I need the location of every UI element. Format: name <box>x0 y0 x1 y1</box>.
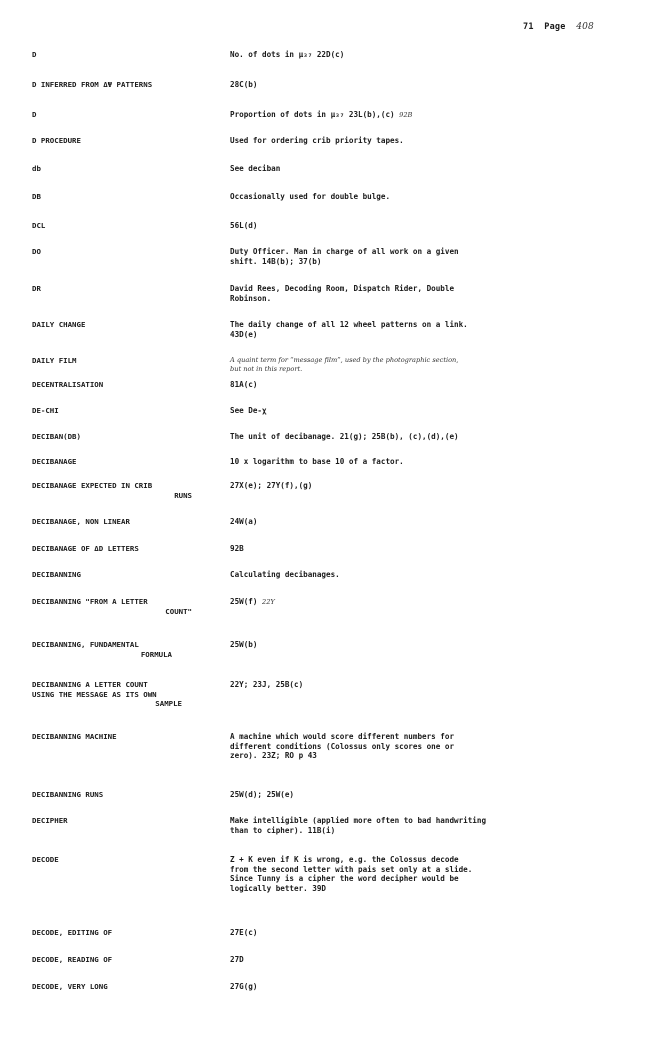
entry-definition: The daily change of all 12 wheel patterns on a link. 43D(e) <box>230 320 468 339</box>
entry-definition: See De-χ <box>230 406 267 415</box>
entry-definition: Duty Officer. Man in charge of all work on a given shift. 14B(b); 37(b) <box>230 247 459 266</box>
entry-definition: Occasionally used for double bulge. <box>230 192 391 201</box>
entry-definition: Make intelligible (applied more often to bad handwriting than to cipher). 11B(i) <box>230 816 487 835</box>
entry-definition: 56L(d) <box>230 221 258 230</box>
entry-term <box>32 640 222 659</box>
handwritten-note: 92B <box>399 111 413 119</box>
entry-definition: 81A(c) <box>230 380 258 389</box>
entry-definition: The unit of decibanage. 21(g); 25B(b), (c),(d),(e) <box>230 432 459 441</box>
entry-term: D PROCEDURE <box>32 136 81 145</box>
entry-term: DAILY CHANGE <box>32 320 86 329</box>
entry-term: DECIBANAGE <box>32 457 77 466</box>
entry-definition: Calculating decibanages. <box>230 570 340 579</box>
entry-definition: 28C(b) <box>230 80 258 89</box>
entry-term: DE-CHI <box>32 406 59 415</box>
entry-definition <box>230 597 625 608</box>
entry-definition: 22Y; 23J, 25B(c) <box>230 680 304 689</box>
entry-definition: 25W(b) <box>230 640 258 649</box>
entry-term: DECIBAN(DB) <box>32 432 81 441</box>
entry-definition: See deciban <box>230 164 281 173</box>
definition-text: Proportion of dots in μ₃₇ 23L(b),(c) <box>230 110 395 119</box>
entry-term: DECODE <box>32 855 59 864</box>
term-text: DECIBANNING, FUNDAMENTAL <box>32 640 139 649</box>
entry-term <box>32 597 222 616</box>
entry-definition: 10 x logarithm to base 10 of a factor. <box>230 457 404 466</box>
entry-term: DECODE, EDITING OF <box>32 928 113 937</box>
entry-definition: 24W(a) <box>230 517 258 526</box>
entry-term: DB <box>32 192 41 201</box>
entry-definition: David Rees, Decoding Room, Dispatch Rider, Double Robinson. <box>230 284 455 303</box>
entry-term: DECODE, VERY LONG <box>32 982 108 991</box>
term-continuation: RUNS <box>174 490 192 500</box>
page-number-handwritten: 408 <box>576 22 594 32</box>
entry-term <box>32 481 222 500</box>
term-text: DECIBANAGE EXPECTED IN CRIB <box>32 481 153 490</box>
entry-term: DAILY FILM <box>32 356 77 365</box>
entry-definition: 92B <box>230 544 244 553</box>
entry-term: DECENTRALISATION <box>32 380 104 389</box>
entry-term: DR <box>32 284 41 293</box>
entry-definition: 27X(e); 27Y(f),(g) <box>230 481 313 490</box>
entry-definition: 25W(d); 25W(e) <box>230 790 295 799</box>
entry-definition <box>230 110 625 121</box>
entry-definition: Used for ordering crib priority tapes. <box>230 136 404 145</box>
entry-term <box>32 680 222 709</box>
entry-term: DECIBANNING MACHINE <box>32 732 117 741</box>
entry-term: DCL <box>32 221 46 230</box>
entry-term: DO <box>32 247 41 256</box>
term-continuation: FORMULA <box>140 649 172 659</box>
handwritten-note: A quaint term for “message film”, used by the photographic section, but not in this report. <box>230 356 459 373</box>
handwritten-note: 22Y <box>262 598 275 606</box>
entry-term: DECODE, READING OF <box>32 955 113 964</box>
page-number <box>523 22 594 32</box>
entry-term: D <box>32 110 37 119</box>
entry-definition: A machine which would score different numbers for different conditions (Colossus only scores one or zero). 23Z; RO p 43 <box>230 732 455 760</box>
entry-term: D INFERRED FROM ΔΨ PATTERNS <box>32 80 153 89</box>
entry-definition: 27G(g) <box>230 982 258 991</box>
entry-definition: No. of dots in μ₃₇ 22D(c) <box>230 50 345 59</box>
entry-definition: 27D <box>230 955 244 964</box>
entry-term: DECIPHER <box>32 816 68 825</box>
entry-definition: Z + K even if K is wrong, e.g. the Colossus decode from the second letter with pais set only at a slide. Since Tunny is a cipher the word decipher would be logically better. 39D <box>230 855 473 893</box>
entry-term: DECIBANAGE OF ΔD LETTERS <box>32 544 139 553</box>
term-continuation: SAMPLE <box>155 699 182 708</box>
entry-term: db <box>32 164 41 173</box>
entry-definition: 27E(c) <box>230 928 258 937</box>
page-number-typed: 71 <box>523 22 534 32</box>
term-text: DECIBANNING "FROM A LETTER <box>32 597 148 606</box>
entry-term: DECIBANNING RUNS <box>32 790 104 799</box>
term-continuation: COUNT" <box>165 606 192 616</box>
entry-term: DECIBANAGE, NON LINEAR <box>32 517 130 526</box>
entry-term: D <box>32 50 37 59</box>
term-text: DECIBANNING A LETTER COUNT USING THE MESSAGE AS ITS OWN <box>32 680 157 699</box>
entry-definition <box>230 356 625 373</box>
definition-text: 25W(f) <box>230 597 258 606</box>
page-label: Page <box>544 22 566 32</box>
entry-term: DECIBANNING <box>32 570 81 579</box>
